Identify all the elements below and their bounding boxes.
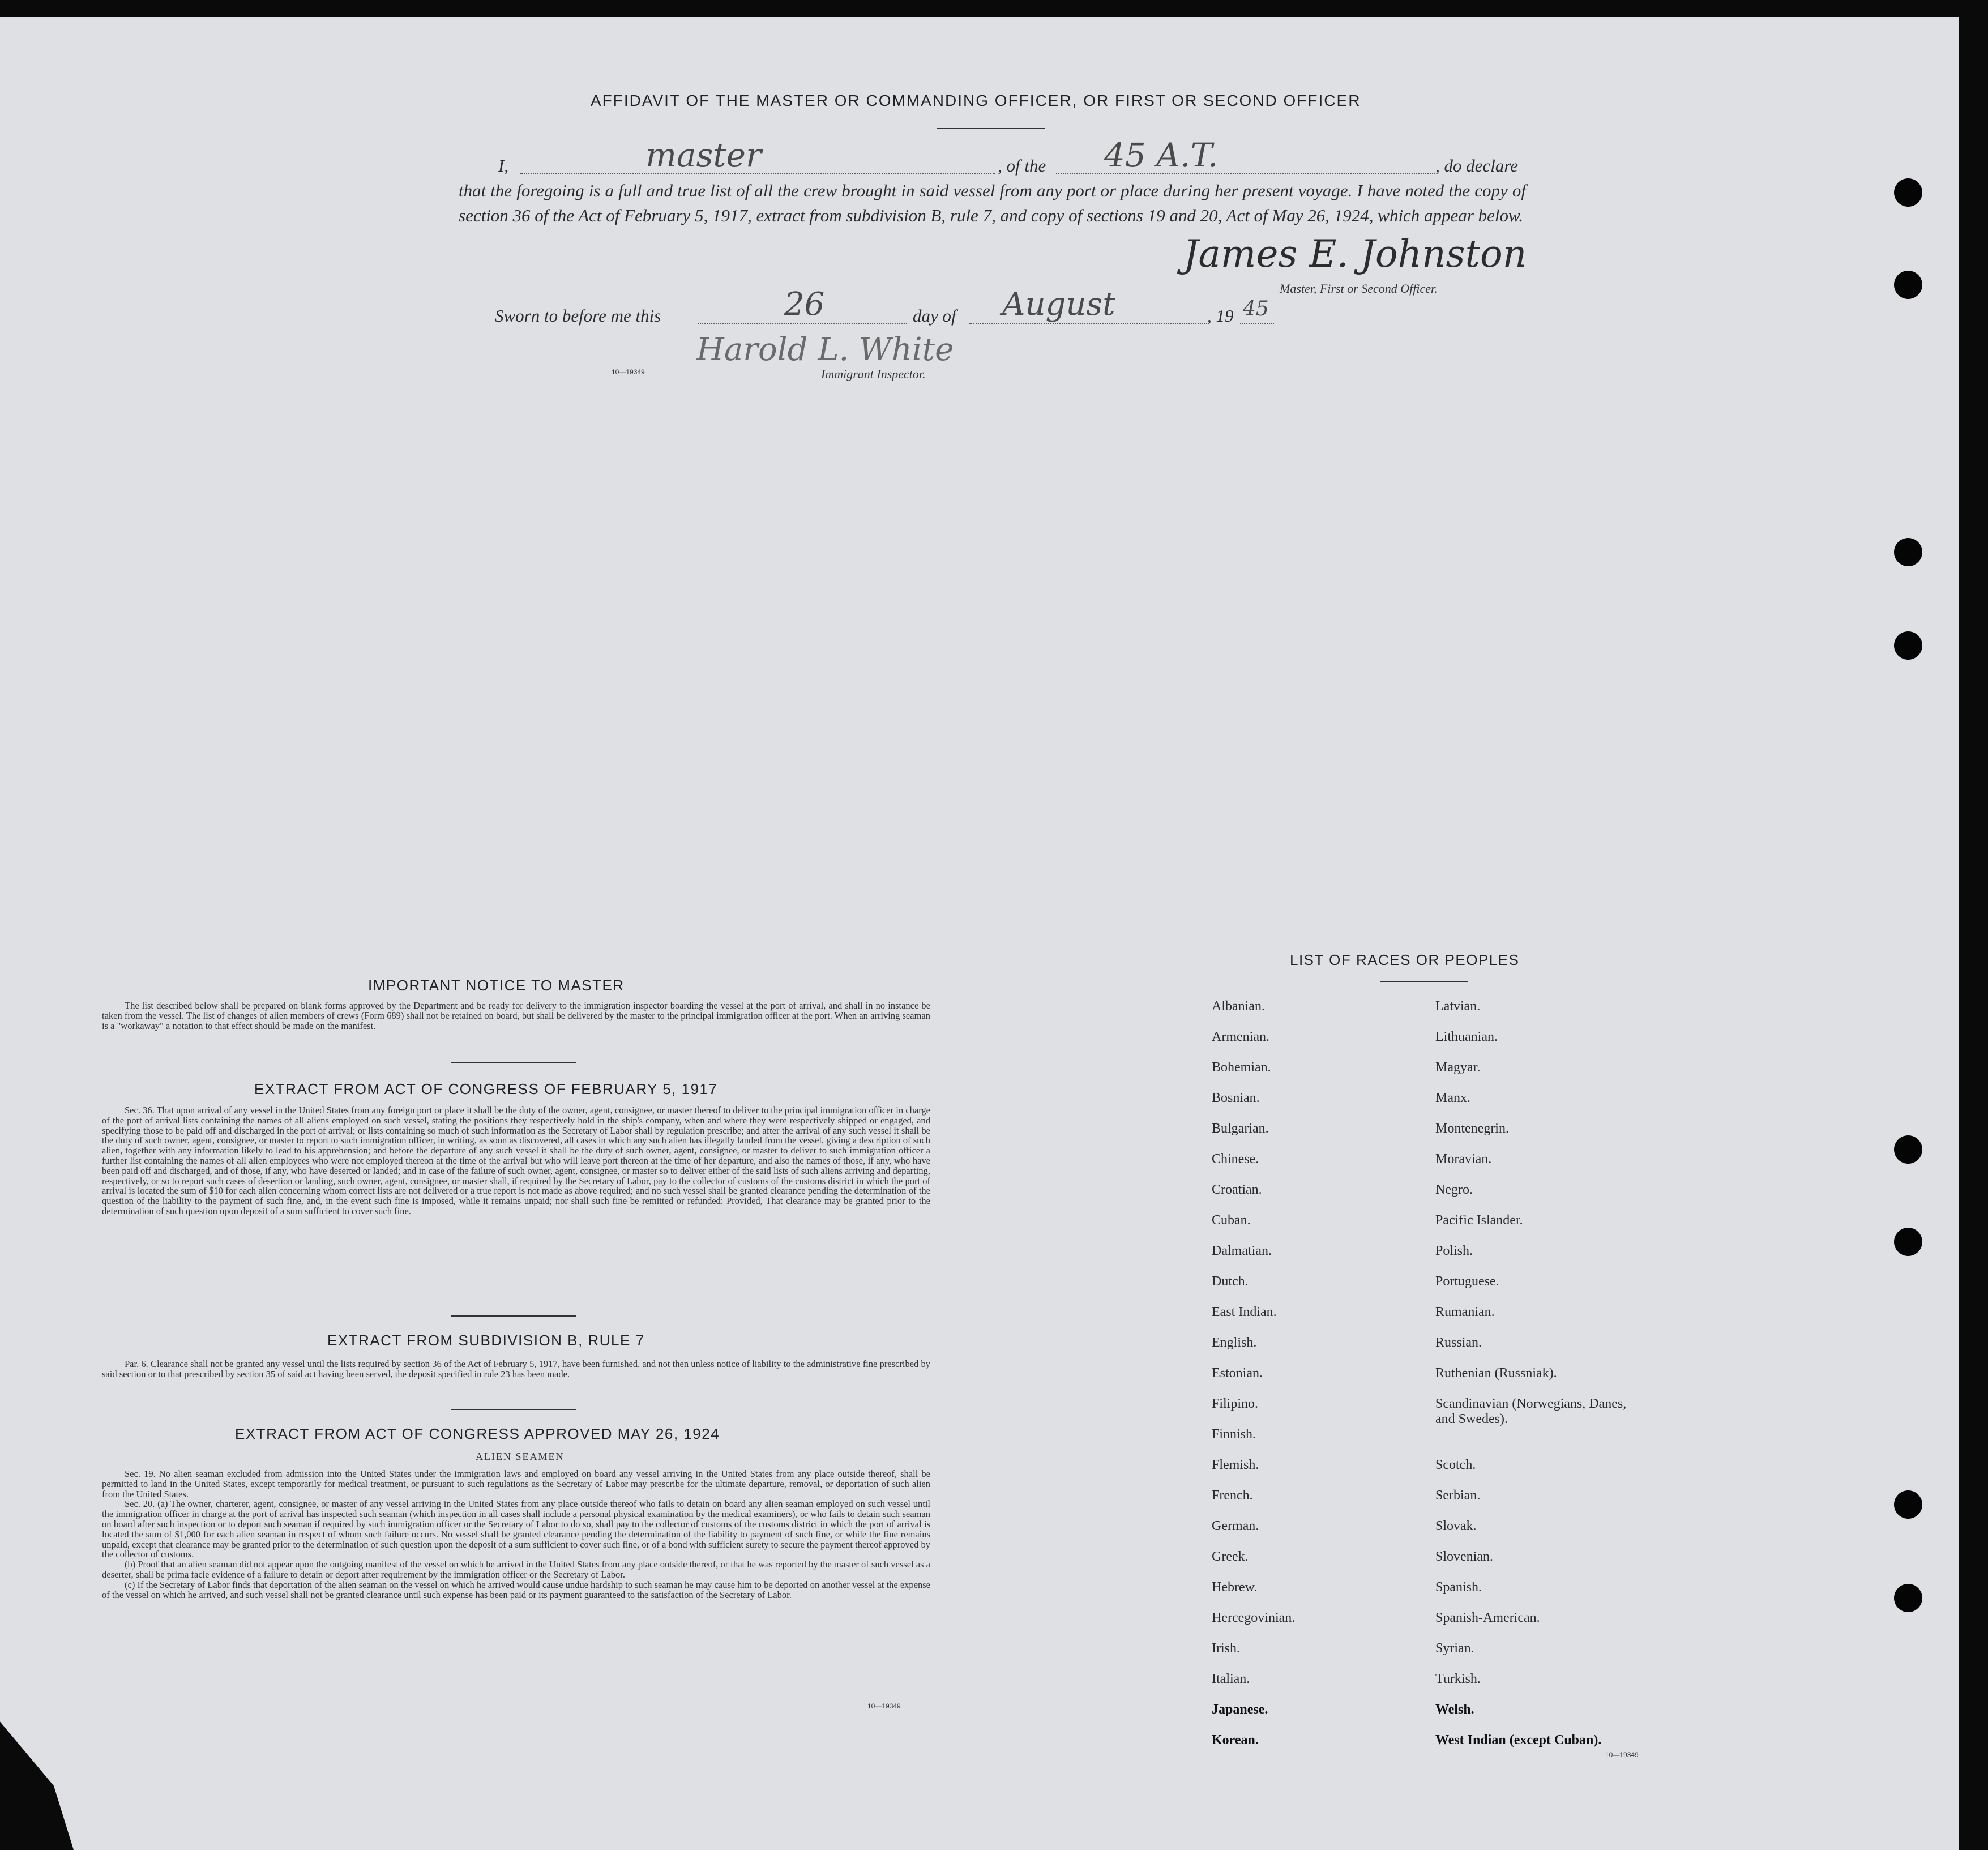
race-item: Bosnian.	[1212, 1091, 1260, 1105]
race-item: Spanish-American.	[1435, 1610, 1540, 1625]
punch-hole	[1894, 1228, 1922, 1256]
race-item: Scandinavian (Norwegians, Danes, and Swedes).	[1435, 1396, 1627, 1426]
race-item: Magyar.	[1435, 1060, 1481, 1075]
races-title: LIST OF RACES OR PEOPLES	[1290, 951, 1520, 968]
handwritten-day: 26	[784, 286, 825, 323]
race-item: Portuguese.	[1435, 1274, 1499, 1289]
race-item: English.	[1212, 1335, 1257, 1350]
extract2-title: EXTRACT FROM SUBDIVISION B, RULE 7	[327, 1332, 645, 1349]
race-item: Armenian.	[1212, 1029, 1269, 1044]
notice-divider	[451, 1062, 576, 1063]
notice-title: IMPORTANT NOTICE TO MASTER	[368, 977, 625, 994]
race-item: Bulgarian.	[1212, 1121, 1269, 1136]
affidavit-of-the-label: , of the	[998, 156, 1046, 176]
race-item: Pacific Islander.	[1435, 1213, 1523, 1228]
sworn-month-line	[969, 323, 1207, 324]
race-item: Negro.	[1435, 1182, 1473, 1197]
extract3-title: EXTRACT FROM ACT OF CONGRESS APPROVED MAY 26, 1924	[235, 1425, 720, 1442]
race-item: Dalmatian.	[1212, 1244, 1272, 1258]
race-item: Japanese.	[1212, 1702, 1268, 1717]
extract3-subtitle: ALIEN SEAMEN	[476, 1451, 565, 1462]
race-item: Spanish.	[1435, 1580, 1482, 1595]
inspector-caption: Immigrant Inspector.	[821, 367, 926, 381]
inspector-signature: Harold L. White	[696, 331, 954, 368]
race-item: Chinese.	[1212, 1152, 1259, 1167]
race-item: Russian.	[1435, 1335, 1482, 1350]
race-item: Estonian.	[1212, 1366, 1263, 1381]
race-item: Serbian.	[1435, 1488, 1481, 1503]
race-item: Slovak.	[1435, 1519, 1477, 1533]
race-item: Lithuanian.	[1435, 1029, 1498, 1044]
race-item: Dutch.	[1212, 1274, 1249, 1289]
races-form-number: 10—19349	[1605, 1751, 1639, 1759]
sec20c-text: (c) If the Secretary of Labor finds that deportation of the alien seaman on the vessel on which he arrived would cause undue hardship to such seaman he may cause him to be deported on another vessel at the expense of the vessel on which he arrived, and such vessel shall not be granted clearance until such expense has been paid or its payment guaranteed to the satisfaction of the Secretary of Labor.	[102, 1579, 930, 1600]
notice-form-number: 10—19349	[867, 1702, 901, 1710]
race-item: Ruthenian (Russniak).	[1435, 1366, 1557, 1381]
master-signature-caption: Master, First or Second Officer.	[1280, 281, 1438, 296]
race-item: Montenegrin.	[1435, 1121, 1509, 1136]
race-item: Italian.	[1212, 1672, 1250, 1686]
handwritten-month: August	[1002, 286, 1115, 323]
race-item: Albanian.	[1212, 999, 1265, 1014]
punch-hole	[1894, 1584, 1922, 1612]
race-item: Hercegovinian.	[1212, 1610, 1296, 1625]
notice-body: The list described below shall be prepared on blank forms approved by the Department and be ready for delivery to the immigration inspector boarding the vessel at the port of arrival, and shall in no instance be taken from the vessel. The list of changes of alien members of crews (Form 689) shall not be retained on board, but shall be delivered by the master to the principal immigration officer at the port. When an arriving seaman is a "workaway" a notation to that effect should be made on the manifest.	[102, 1000, 930, 1031]
race-item: Slovenian.	[1435, 1549, 1493, 1564]
race-item: Syrian.	[1435, 1641, 1474, 1656]
races-left-column	[1212, 999, 1295, 1763]
race-item: Scotch.	[1435, 1458, 1476, 1472]
race-item: French.	[1212, 1488, 1253, 1503]
handwritten-vessel: 45 A.T.	[1104, 136, 1219, 174]
sec20a-text: Sec. 20. (a) The owner, charterer, agent, consignee, or master of any vessel arriving in the United States from any place outside thereof who fails to detain on board any alien seaman employed on such vessel until the immigration officer in charge at the port of arrival has inspected such seaman (which inspection in all cases shall include a personal physical examination by the medical examiners), or who fails to detain such seaman on board after such inspection or to deport such seaman if required by such immigration officer or the Secretary of Labor to do so, shall pay to the collector of customs of the customs district in which the port of arrival is located the sum of $1,000 for each alien seaman in respect of whom such failure occurs. No vessel shall be granted clearance pending the determination of the liability to payment of such fine, or while the fine remains unpaid, except that clearance may be granted prior to the determination of such question upon the deposit of a sum sufficient to cover such fine, or of a bond with sufficient surety to secure the payment thereof approved by the collector of customs.	[102, 1498, 930, 1560]
race-item: Latvian.	[1435, 999, 1481, 1014]
punch-hole	[1894, 1490, 1922, 1519]
race-item: Croatian.	[1212, 1182, 1262, 1197]
affidavit-body: that the foregoing is a full and true list of all the crew brought in said vessel from any port or place during her present voyage. I have noted the copy of section 36 of the Act of February 5, 1917, extract from subdivision B, rule 7, and copy of sections 19 and 20, Act of May 26, 1924, which appear below.	[459, 181, 1526, 225]
race-item: Irish.	[1212, 1641, 1240, 1656]
extract1-divider	[451, 1315, 576, 1317]
races-divider	[1380, 981, 1468, 982]
extract3-body	[102, 1469, 930, 1600]
race-item: Cuban.	[1212, 1213, 1251, 1228]
extract2-body: Par. 6. Clearance shall not be granted any vessel until the lists required by section 36 of the Act of February 5, 1917, have been furnished, and not then unless notice of liability to the administrative fine prescribed by said section or to that prescribed by section 35 of said act having been served, the deposit specified in rule 23 has been made.	[102, 1358, 930, 1379]
affidavit-declare-label: , do declare	[1435, 156, 1519, 176]
punch-hole	[1894, 178, 1922, 207]
race-item: Rumanian.	[1435, 1305, 1495, 1319]
race-item: Filipino.	[1212, 1396, 1259, 1411]
sec19-text: Sec. 19. No alien seaman excluded from admission into the United States under the immigration laws and employed on board any vessel arriving in the United States from any place outside thereof, shall be permitted to land in the United States, except temporarily for medical treatment, or pursuant to such regulations as the Secretary of Labor may prescribe for the ultimate departure, removal, or deportation of such alien from the United States.	[102, 1468, 930, 1499]
race-item: East Indian.	[1212, 1305, 1277, 1319]
race-item: Finnish.	[1212, 1427, 1256, 1442]
race-item: Manx.	[1435, 1091, 1470, 1105]
sworn-day-line	[698, 323, 907, 324]
handwritten-year: 45	[1243, 297, 1269, 321]
sworn-year-prefix: , 19	[1207, 306, 1234, 326]
race-item: Bohemian.	[1212, 1060, 1271, 1075]
extract1-title: EXTRACT FROM ACT OF CONGRESS OF FEBRUARY 5, 1917	[254, 1080, 718, 1097]
race-item: West Indian (except Cuban).	[1435, 1733, 1602, 1748]
master-signature: James E. Johnston	[1183, 232, 1527, 276]
race-item: Welsh.	[1435, 1702, 1474, 1717]
punch-hole	[1894, 271, 1922, 299]
affidavit-form-number: 10—19349	[612, 368, 645, 376]
race-item: Korean.	[1212, 1733, 1259, 1748]
race-item: Moravian.	[1435, 1152, 1492, 1167]
races-right-column	[1435, 999, 1639, 1763]
extract1-body: Sec. 36. That upon arrival of any vessel in the United States from any foreign port or place it shall be the duty of the owner, agent, consignee, or master thereof to deliver to the principal immigration officer in charge of the port of arrival lists containing the names of all aliens employed on such vessel, stating the positions they respectively hold in the ship's company, when and where they were respectively shipped or engaged, and specifying those to be paid off and discharged in the port of arrival; or lists containing so much of such information as the Secretary of Labor shall by regulation prescribe; and after the arrival of any such vessel it shall be the duty of such owner, agent, consignee, or master to report to such immigration officer, in writing, as soon as discovered, all cases in which any such alien has illegally landed from the vessel, giving a description of such alien, together with any information likely to lead to his apprehension; and before the departure of any such vessel it shall be the duty of such owner, agent, consignee, or master to deliver to such immigration officer a further list containing the names of all alien employees who were not employed thereon at the time of the arrival but who will leave port thereon at the time of her departure, and also the names of those, if any, who have been paid off and discharged, and of those, if any, who have deserted or landed; and in case of the failure of such owner, agent, consignee, or master so to deliver either of the said lists of such aliens arriving and departing, respectively, or so to report such cases of desertion or landing, such owner, agent, consignee, or master shall, if required by the Secretary of Labor, pay to the collector of customs of the customs district in which the port of arrival is located the sum of $10 for each alien concerning whom correct lists are not delivered or a true report is not made as above required; and no such vessel shall be granted clearance pending the determination of the question of the liability to the payment of such fine, and, in the event such fine is imposed, while it remains unpaid; nor shall such fine be remitted or refunded: Provided, That clearance may be granted prior to the determination of such question upon deposit of a sum sufficient to cover such fine.	[102, 1105, 930, 1216]
race-item: Turkish.	[1435, 1672, 1481, 1686]
race-item: Greek.	[1212, 1549, 1249, 1564]
race-item: Flemish.	[1212, 1458, 1259, 1472]
race-item: German.	[1212, 1519, 1259, 1533]
sworn-day-of: day of	[913, 306, 956, 326]
punch-hole	[1894, 631, 1922, 660]
affidavit-title: AFFIDAVIT OF THE MASTER OR COMMANDING OFFICER, OR FIRST OR SECOND OFFICER	[591, 92, 1361, 109]
sworn-year-line	[1240, 323, 1274, 324]
handwritten-master: master	[645, 136, 762, 174]
affidavit-i-label: I,	[498, 156, 509, 176]
affidavit-divider	[937, 128, 1045, 129]
sec20b-text: (b) Proof that an alien seaman did not appear upon the outgoing manifest of the vessel on which he arrived in the United States from any place outside thereof, or that he was reported by the master of such vessel as a deserter, shall be prima facie evidence of a failure to detain or deport after requirement by the immigration officer or the Secretary of Labor.	[102, 1559, 930, 1580]
sworn-prefix: Sworn to before me this	[495, 306, 661, 326]
punch-hole	[1894, 1135, 1922, 1164]
punch-hole	[1894, 538, 1922, 566]
race-item: Hebrew.	[1212, 1580, 1258, 1595]
race-item: Polish.	[1435, 1244, 1473, 1258]
extract2-divider	[451, 1409, 576, 1410]
